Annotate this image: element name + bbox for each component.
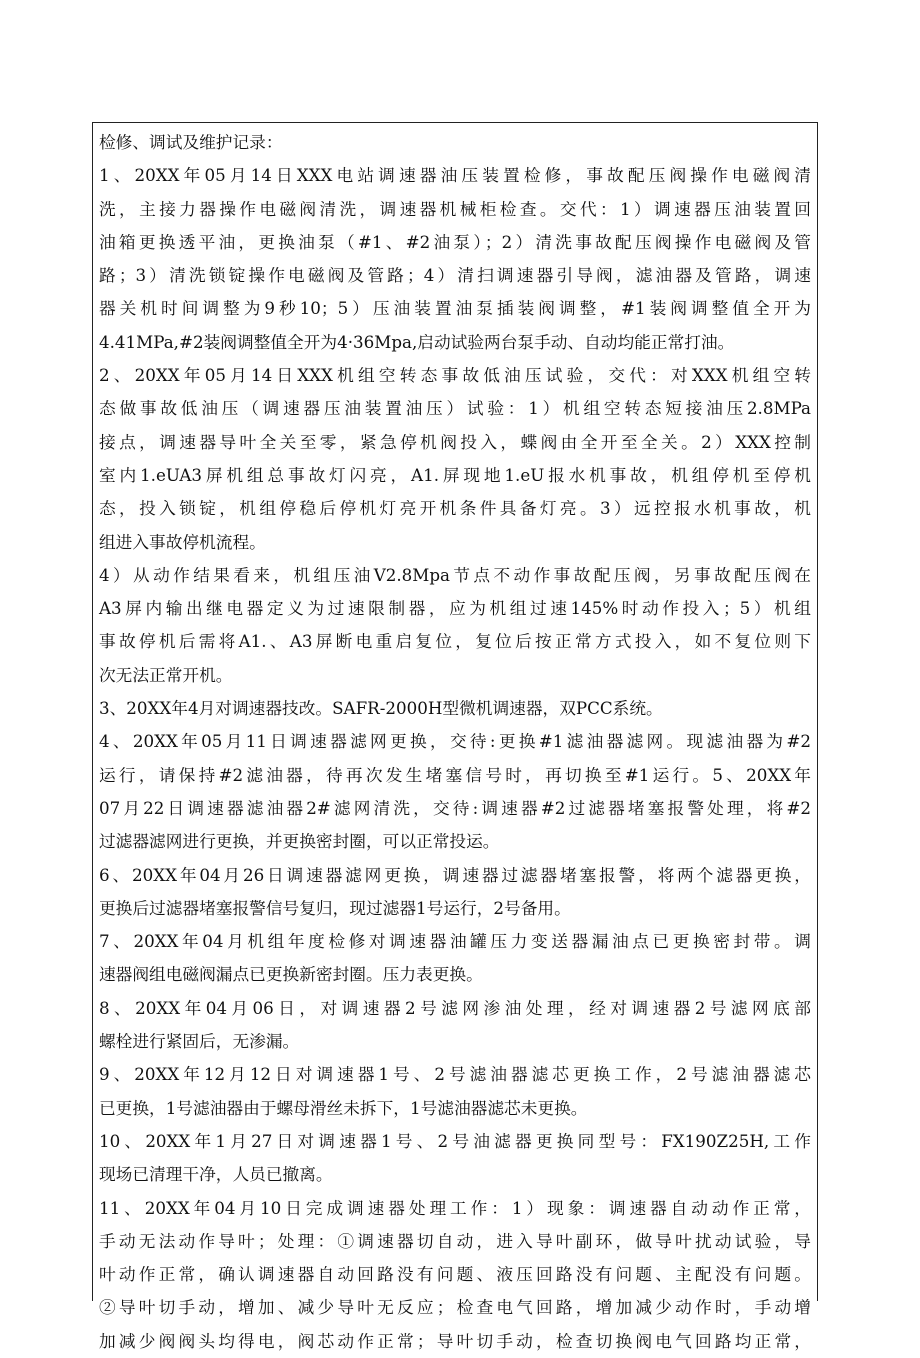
record-text-line: 器关机时间调整为9秒10；5）压油装置油泵插装阀调整，#1装阀调整值全开为 (99, 298, 811, 319)
record-text-body (99, 126, 811, 1358)
record-text-line: 加减少阀阀头均得电，阀芯动作正常；导叶切手动，检查切换阀电气回路均正常， (99, 1330, 811, 1351)
record-text-line: 更换后过滤器堵塞报警信号复归，现过滤器1号运行，2号备用。 (99, 897, 571, 918)
record-text-line: 9、20XX年12月12日对调速器1号、2号滤油器滤芯更换工作，2号滤油器滤芯 (99, 1064, 811, 1085)
record-text-line: 4、20XX年05月11日调速器滤网更换，交待:更换#1滤油器滤网。现滤油器为#2 (99, 731, 811, 752)
record-text-line: 速器阀组电磁阀漏点已更换新密封圈。压力表更换。 (99, 964, 483, 985)
record-text-line: 4.41MPa,#2装阀调整值全开为4·36Mpa,启动试验两台泵手动、自动均能正常打油。 (99, 331, 735, 352)
maintenance-record-box (92, 122, 818, 1351)
record-text-line: 已更换，1号滤油器由于螺母滑丝未拆下，1号滤油器滤芯未更换。 (99, 1097, 588, 1118)
record-text-line: 态，投入锁锭，机组停稳后停机灯亮开机条件具备灯亮。3）远控报水机事故，机 (99, 498, 811, 519)
record-text-line: 路；3）清洗锁锭操作电磁阀及管路；4）清扫调速器引导阀，滤油器及管路，调速 (99, 265, 811, 286)
record-text-line: 3、20XX年4月对调速器技改。SAFR-2000H型微机调速器，双PCC系统。 (99, 698, 663, 719)
record-text-line: 10、20XX年1月27日对调速器1号、2号油滤器更换同型号：FX190Z25H,工作 (99, 1130, 811, 1151)
record-text-line: 接点，调速器导叶全关至零，紧急停机阀投入，蝶阀由全开至全关。2）XXX控制 (99, 431, 811, 452)
record-text-line: 过滤器滤网进行更换，并更换密封圈，可以正常投运。 (99, 831, 500, 852)
record-text-line: 2、20XX年05月14日XXX机组空转态事故低油压试验，交代：对XXX机组空转 (99, 365, 811, 386)
record-text-line: 1、20XX年05月14日XXX电站调速器油压装置检修，事故配压阀操作电磁阀清 (99, 165, 811, 186)
record-text-line: 运行，请保持#2滤油器，待再次发生堵塞信号时，再切换至#1运行。5、20XX年 (99, 764, 811, 785)
record-text-line: 8、20XX年04月06日，对调速器2号滤网渗油处理，经对调速器2号滤网底部 (99, 997, 811, 1018)
record-text-line: 组进入事故停机流程。 (99, 531, 266, 552)
record-text-line: ②导叶切手动，增加、减少导叶无反应；检查电气回路，增加减少动作时，手动增 (99, 1297, 811, 1318)
record-text-line: 6、20XX年04月26日调速器滤网更换，调速器过滤器堵塞报警，将两个滤器更换， (99, 864, 811, 885)
record-text-line: 07月22日调速器滤油器2#滤网清洗，交待:调速器#2过滤器堵塞报警处理，将#2 (99, 797, 811, 818)
record-text-line: 次无法正常开机。 (99, 664, 233, 685)
record-text-line: 油箱更换透平油，更换油泵（#1、#2油泵）；2）清洗事故配压阀操作电磁阀及管 (99, 231, 811, 252)
record-text-line: 4）从动作结果看来，机组压油V2.8Mpa节点不动作事故配压阀，另事故配压阀在 (99, 564, 811, 585)
record-heading: 检修、调试及维护记录： (99, 132, 283, 152)
record-text-line: 11、20XX年04月10日完成调速器处理工作：1）现象：调速器自动动作正常， (99, 1197, 811, 1218)
record-text-line: 态做事故低油压（调速器压油装置油压）试验：1）机组空转态短接油压2.8MPa (99, 398, 811, 419)
record-text-line: 7、20XX年04月机组年度检修对调速器油罐压力变送器漏油点已更换密封带。调 (99, 931, 811, 952)
record-text-line: 室内1.eUA3屏机组总事故灯闪亮，A1.屏现地1.eU报水机事故，机组停机至停机 (99, 464, 811, 485)
record-text-line: A3屏内输出继电器定义为过速限制器，应为机组过速145%时动作投入；5）机组 (99, 598, 811, 619)
record-text-line: 螺栓进行紧固后，无渗漏。 (99, 1031, 300, 1052)
record-text-line: 现场已清理干净，人员已撤离。 (99, 1164, 333, 1185)
record-text-line: 叶动作正常，确认调速器自动回路没有问题、液压回路没有问题、主配没有问题。 (99, 1264, 811, 1285)
record-text-line: 手动无法动作导叶；处理：①调速器切自动，进入导叶副环，做导叶扰动试验，导 (99, 1230, 811, 1251)
record-text-line: 事故停机后需将A1.、A3屏断电重启复位，复位后按正常方式投入，如不复位则下 (99, 631, 811, 652)
record-text-line: 洗，主接力器操作电磁阀清洗，调速器机械柜检查。交代：1）调速器压油装置回 (99, 198, 811, 219)
